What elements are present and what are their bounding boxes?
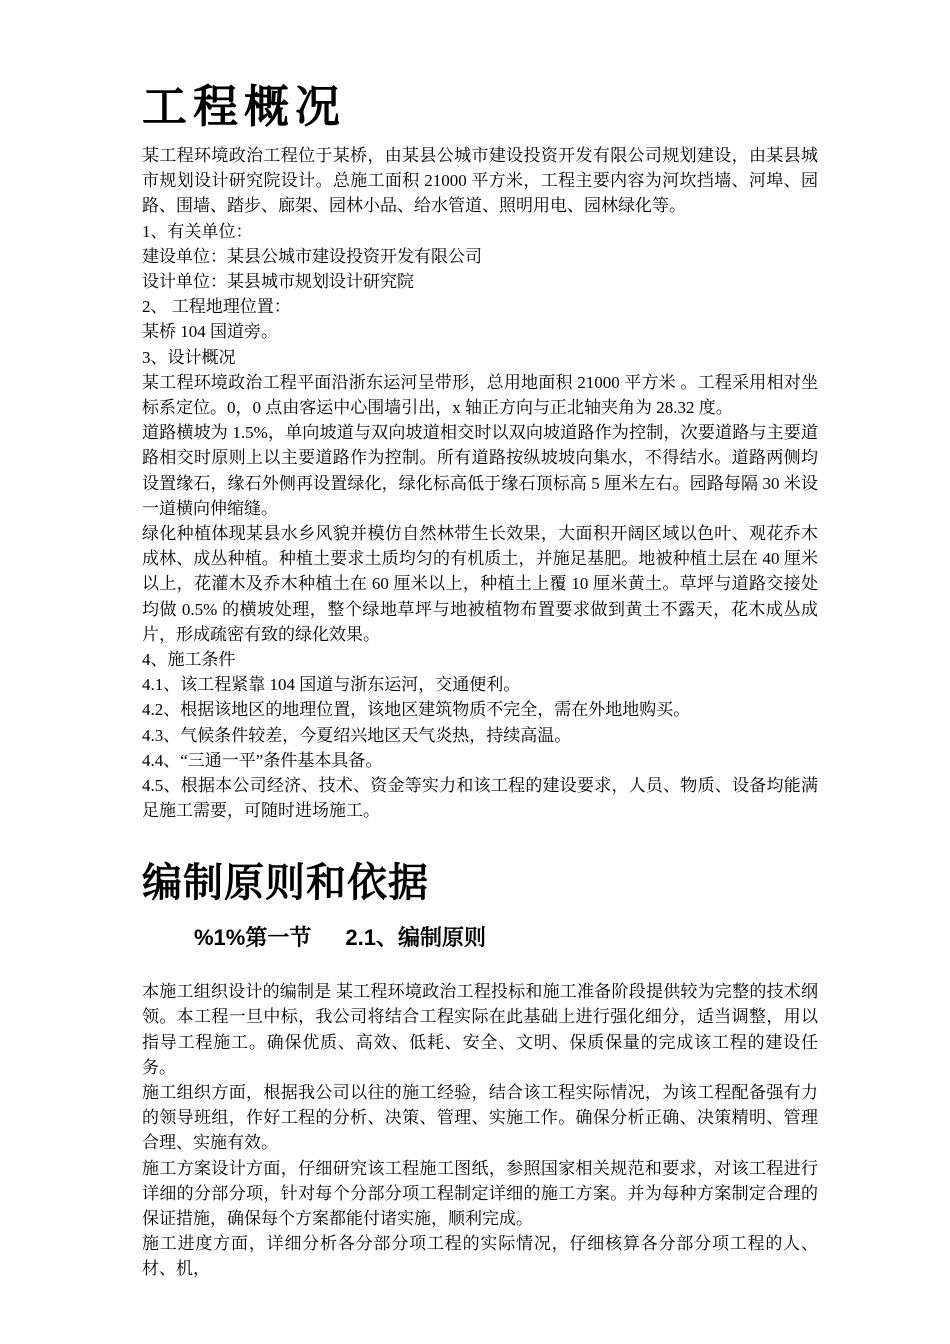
paragraph-condition-3: 4.3、气候条件较差，今夏绍兴地区天气炎热，持续高温。 <box>142 725 572 745</box>
paragraph-design-overview-heading: 3、设计概况 <box>142 347 236 367</box>
paragraph-road-design: 道路横坡为 1.5%，单向坡道与双向坡道相交时以双向坡道路作为控制，次要道路与主要道路相交时原则上以主要道路作为控制。所有道路按纵坡坡向集水，不得结水。道路两侧均设置缘石，缘石外侧再设置绿化，绿化标高低于缘石顶标高 5 厘米左右。园路每隔 30 米设一道横向伸缩缝。 <box>142 423 818 518</box>
paragraph-condition-1: 4.1、该工程紧靠 104 国道与浙东运河，交通便利。 <box>142 675 521 695</box>
paragraph-greening-design: 绿化种植体现某县水乡风貌并模仿自然林带生长效果，大面积开阔区域以色叶、观花乔木成林、成丛种植。种植土要求土质均匀的有机质土，并施足基肥。地被种植土层在 40 厘米以上，花灌木及乔木种植土在 60 厘米以上，种植土上覆 10 厘米黄土。草坪与道路交接处均做 0.5% 的横坡处理，整个绿地草坪与地被植物布置要求做到黄土不露天，花木成丛成片，形成疏密有致的绿化效果。 <box>142 524 818 644</box>
paragraph-design-overview: 某工程环境政治工程平面沿浙东运河呈带形，总用地面积 21000 平方米 。工程采用相对坐标系定位。0，0 点由客运中心围墙引出，x 轴正方向与正北轴夹角为 28.32 度。 <box>142 372 818 418</box>
section1-title: 工程概况 <box>142 82 347 132</box>
section2-subheading <box>142 923 818 953</box>
paragraph-location-heading: 2、 工程地理位置： <box>142 297 291 317</box>
paragraph-condition-2: 4.2、根据该地区的地理位置，该地区建筑物质不完全，需在外地地购买。 <box>142 700 691 720</box>
paragraph-project-intro: 某工程环境政治工程位于某桥，由某县公城市建设投资开发有限公司规划建设，由某县城市规划设计研究院设计。总施工面积 21000 平方米，工程主要内容为河坎挡墙、河埠、园路、围墙、踏步、廊架、园林小品、给水管道、照明用电、园林绿化等。 <box>142 146 818 216</box>
paragraph-organization-aspect: 施工组织方面，根据我公司以往的施工经验，结合该工程实际情况，为该工程配备强有力的领导班组，作好工程的分析、决策、管理、实施工作。确保分析正确、决策精明、管理合理、实施有效。 <box>142 1082 818 1153</box>
paragraph-design-unit: 设计单位：某县城市规划设计研究院 <box>142 272 414 292</box>
paragraph-compilation-principle: 本施工组织设计的编制是 某工程环境政治工程投标和施工准备阶段提供较为完整的技术纲领。本工程一旦中标，我公司将结合工程实际在此基础上进行强化细分，适当调整，用以指导工程施工。确保优质、高效、低耗、安全、文明、保质保量的完成该工程的建设任务。 <box>142 982 818 1077</box>
paragraph-construction-unit: 建设单位：某县公城市建设投资开发有限公司 <box>142 246 482 266</box>
paragraph-condition-4: 4.4、“三通一平”条件基本具备。 <box>142 750 383 770</box>
section2-title: 编制原则和依据 <box>142 860 429 906</box>
paragraph-condition-5: 4.5、根据本公司经济、技术、资金等实力和该工程的建设要求，人员、物质、设备均能满足施工需要，可随时进场施工。 <box>142 776 818 821</box>
section-number-label: %1%第一节 <box>194 925 312 951</box>
subsection-title-label: 2.1、编制原则 <box>345 925 486 951</box>
paragraph-location-detail: 某桥 104 国道旁。 <box>142 322 278 342</box>
paragraph-related-units-heading: 1、有关单位： <box>142 221 253 241</box>
paragraph-scheme-design-aspect: 施工方案设计方面，仔细研究该工程施工图纸，参照国家相关规范和要求，对该工程进行详细的分部分项，针对每个分部分项工程制定详细的施工方案。并为每种方案制定合理的保证措施，确保每个方案都能付诸实施，顺利完成。 <box>142 1158 818 1228</box>
document-content <box>142 80 818 1282</box>
paragraph-progress-aspect: 施工进度方面，详细分析各分部分项工程的实际情况，仔细核算各分部分项工程的人、材、机， <box>142 1234 818 1279</box>
paragraph-conditions-heading: 4、施工条件 <box>142 650 236 670</box>
